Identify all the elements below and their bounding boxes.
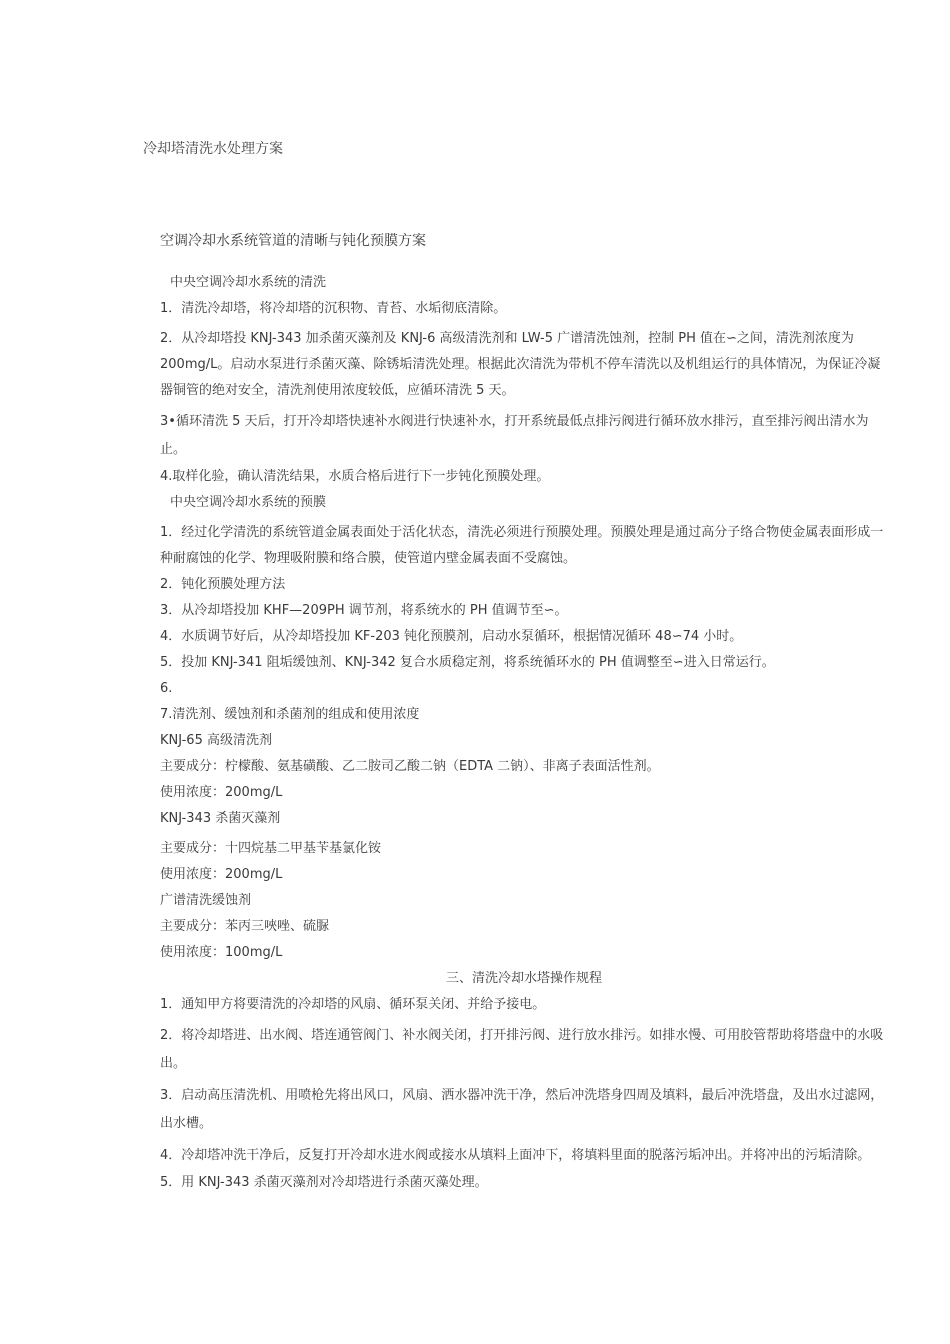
- section-procedure-heading: 三、清洗冷却水塔操作规程: [445, 971, 602, 986]
- agent-components: 主要成分：柠檬酸、氨基磺酸、乙二胺司乙酸二钠（EDTA 二钠）、非离子表面活性剂。: [160, 759, 660, 774]
- section-prefilm-heading: 中央空调冷却水系统的预膜: [170, 495, 327, 510]
- agent-components: 主要成分：苯丙三唊唑、硫脲: [160, 919, 330, 934]
- document-body: [160, 228, 888, 1196]
- procedure-step: 4．冷却塔冲洗干净后，反复打开冷却水进水阀或接水从填料上面冲下，将填料里面的脱落污垢冲出。并将冲出的污垢清除。: [160, 1148, 871, 1163]
- procedure-step: 1．通知甲方将要清洗的冷却塔的风扇、循环泵关闭、并给予接电。: [160, 997, 546, 1012]
- prefilm-step: 2．钝化预膜处理方法: [160, 577, 286, 592]
- agent-name: KNJ-343 杀菌灭藻剂: [160, 811, 281, 826]
- cleaning-step: 4.取样化验，确认清洗结果，水质合格后进行下一步钝化预膜处理。: [160, 469, 550, 484]
- procedure-step: 3．启动高压清洗机、用喷枪先将出风口，风扇、洒水器冲洗干净，然后冲洗塔身四周及填料，最后冲洗塔盘，及出水过滤网，出水槽。: [160, 1088, 884, 1131]
- agent-concentration: 使用浓度：200mg/L: [160, 867, 283, 882]
- document-title: 冷却塔清洗水处理方案: [143, 141, 283, 157]
- cleaning-step: 2．从冷却塔投 KNJ-343 加杀菌灭藻剂及 KNJ-6 高级清洗剂和 LW-5 广谱清洗蚀剂，控制 PH 值在∽之间，清洗剂浓度为 200mg/L。启动水泵进行杀菌灭藻、除锈垢清洗处理。根据此次清洗为带机不停车清洗以及机组运行的具体情况，为保证冷凝器铜管的绝对安全，清洗剂使用浓度较低，应循环清洗 5 天。: [160, 331, 881, 398]
- procedure-step: 5．用 KNJ-343 杀菌灭藻剂对冷却塔进行杀菌灭藻处理。: [160, 1175, 488, 1190]
- agent-concentration: 使用浓度：200mg/L: [160, 785, 283, 800]
- document-subtitle: 空调冷却水系统管道的清晰与钝化预膜方案: [160, 233, 426, 249]
- agent-name: KNJ-65 高级清洗剂: [160, 733, 272, 748]
- procedure-step: 2．将冷却塔进、出水阀、塔连通管阀门、补水阀关闭，打开排污阀、进行放水排污。如排水慢、可用胶管帮助将塔盘中的水吸出。: [160, 1028, 884, 1071]
- section-cleaning-heading: 中央空调冷却水系统的清洗: [170, 275, 327, 290]
- prefilm-step: 3．从冷却塔投加 KHF—209PH 调节剂，将系统水的 PH 值调节至∽。: [160, 603, 568, 618]
- prefilm-step: 6.: [160, 681, 173, 696]
- prefilm-step: 4．水质调节好后，从冷却塔投加 KF-203 钝化预膜剂，启动水泵循环，根据情况循环 48∽74 小时。: [160, 629, 743, 644]
- cleaning-step: 1．清洗冷却塔，将冷却塔的沉积物、青苔、水垢彻底清除。: [160, 301, 507, 316]
- agent-components: 主要成分：十四烷基二甲基苄基氯化铵: [160, 841, 382, 856]
- agent-name: 广谱清洗缓蚀剂: [160, 893, 252, 908]
- prefilm-step: 1．经过化学清洗的系统管道金属表面处于活化状态，清洗必须进行预膜处理。预膜处理是通过高分子络合物使金属表面形成一种耐腐蚀的化学、物理吸附膜和络合膜，使管道内壁金属表面不受腐蚀。: [160, 525, 884, 566]
- cleaning-step: 3•循环清洗 5 天后，打开冷却塔快速补水阀进行快速补水，打开系统最低点排污阀进行循环放水排污，直至排污阀出清水为止。: [160, 414, 869, 457]
- prefilm-step: 5．投加 KNJ-341 阻垢缓蚀剂、KNJ-342 复合水质稳定剂，将系统循环水的 PH 值调整至∽进入日常运行。: [160, 655, 775, 670]
- agent-concentration: 使用浓度：100mg/L: [160, 945, 283, 960]
- prefilm-step: 7.清洗剂、缓蚀剂和杀菌剂的组成和使用浓度: [160, 707, 420, 722]
